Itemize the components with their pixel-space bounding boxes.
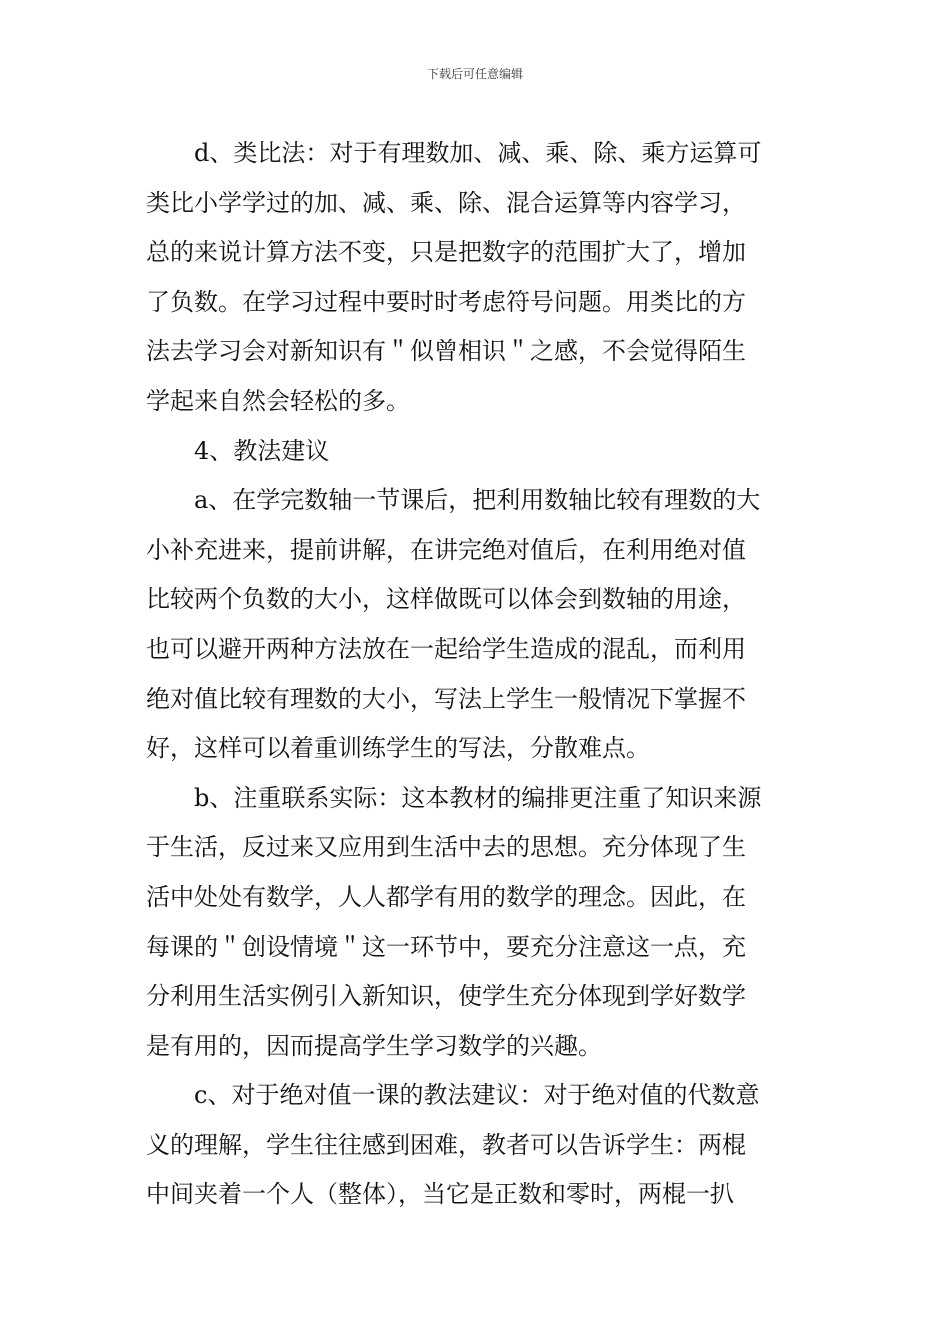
text-line: 于生活，反过来又应用到生活中去的思想。充分体现了生 <box>146 833 746 862</box>
text-line: a、在学完数轴一节课后，把利用数轴比较有理数的大 <box>194 486 761 515</box>
text-line: 小补充进来，提前讲解，在讲完绝对值后，在利用绝对值 <box>146 535 746 564</box>
text-line: 类比小学学过的加、减、乘、除、混合运算等内容学习， <box>146 188 746 217</box>
text-line: c、对于绝对值一课的教法建议：对于绝对值的代数意 <box>194 1081 760 1110</box>
section-heading-teaching-suggestions <box>146 427 806 477</box>
paragraph-suggestion-a <box>146 476 806 774</box>
text-line: 活中处处有数学，人人都学有用的数学的理念。因此，在 <box>146 882 746 911</box>
text-line: d、类比法：对于有理数加、减、乘、除、乘方运算可 <box>194 139 762 167</box>
text-line: 学起来自然会轻松的多。 <box>146 386 410 415</box>
text-line: b、注重联系实际：这本教材的编排更注重了知识来源 <box>194 783 762 812</box>
text-line: 好，这样可以着重训练学生的写法，分散难点。 <box>146 734 650 763</box>
text-line: 每课的＂创设情境＂这一环节中，要充分注意这一点，充 <box>146 932 746 961</box>
text-line: 也可以避开两种方法放在一起给学生造成的混乱，而利用 <box>146 634 746 663</box>
text-line: 比较两个负数的大小，这样做既可以体会到数轴的用途， <box>146 585 746 614</box>
paragraph-analogy-method <box>146 129 806 427</box>
text-line: 是有用的，因而提高学生学习数学的兴趣。 <box>146 1031 602 1060</box>
text-line: 绝对值比较有理数的大小，写法上学生一般情况下掌握不 <box>146 684 746 713</box>
paragraph-suggestion-c <box>146 1071 806 1220</box>
page-header: 下载后可任意编辑 <box>426 67 523 81</box>
text-line: 了负数。在学习过程中要时时考虑符号问题。用类比的方 <box>146 287 746 316</box>
text-line: 分利用生活实例引入新知识，使学生充分体现到学好数学 <box>146 982 746 1011</box>
text-line: 法去学习会对新知识有＂似曾相识＂之感，不会觉得陌生 <box>146 337 746 366</box>
section-heading: 4、教法建议 <box>194 436 330 465</box>
text-line: 义的理解，学生往往感到困难，教者可以告诉学生：两棍 <box>146 1130 746 1159</box>
text-line: 中间夹着一个人（整体），当它是正数和零时，两棍一扒 <box>146 1180 734 1209</box>
text-line: 总的来说计算方法不变，只是把数字的范围扩大了，增加 <box>146 238 746 267</box>
paragraph-suggestion-b <box>146 774 806 1072</box>
document-body <box>146 129 806 1220</box>
